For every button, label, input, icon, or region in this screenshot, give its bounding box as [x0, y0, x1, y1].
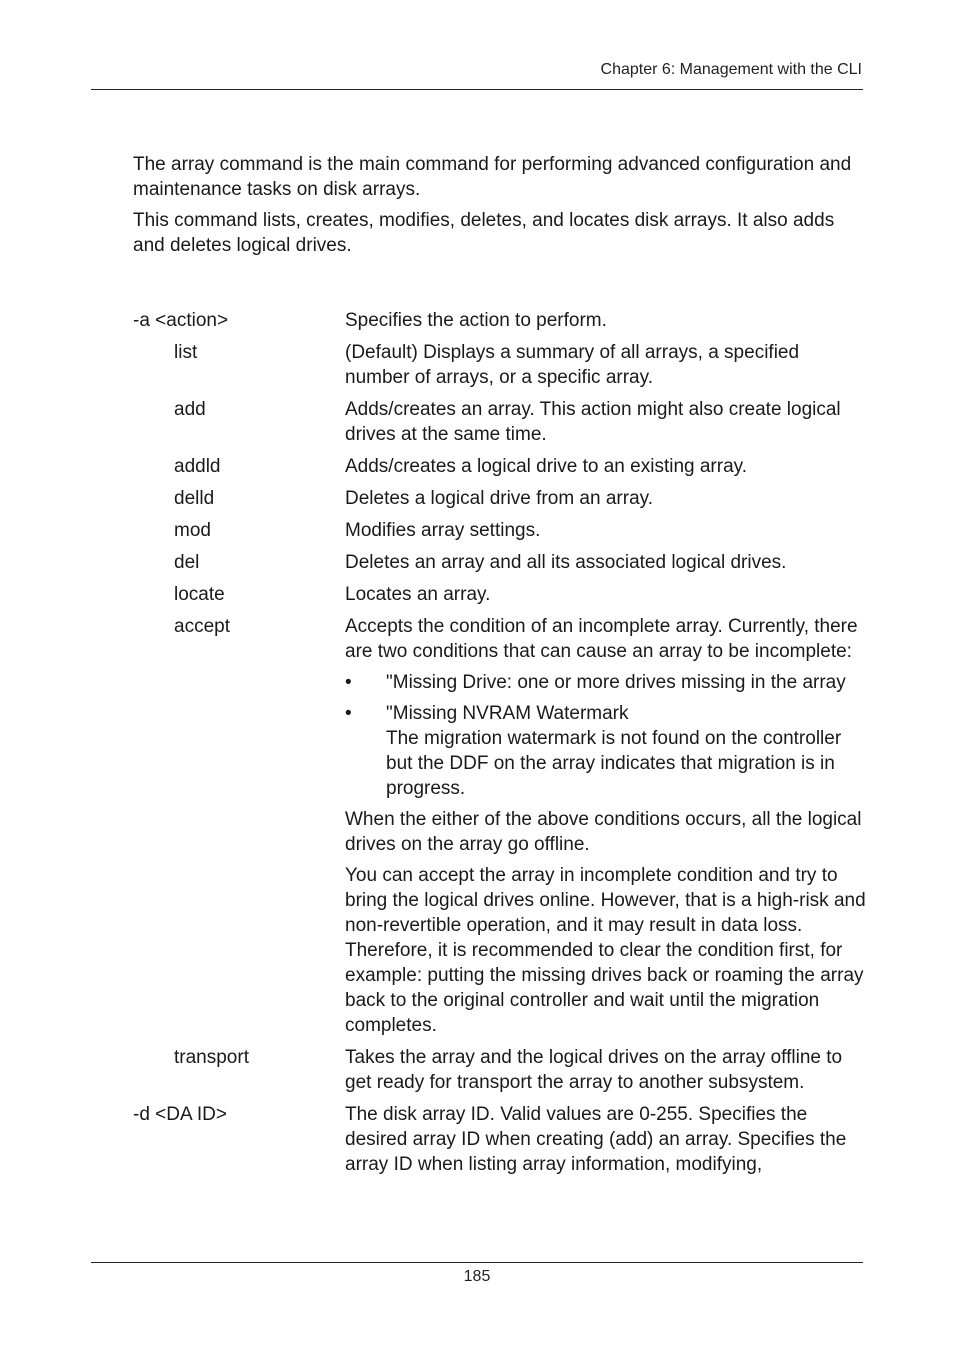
- accept-intro: Accepts the condition of an incomplete array. Currently, there are two conditions that can cause an array to be incomplete:: [345, 616, 858, 662]
- option-term: transport: [174, 1047, 249, 1068]
- running-header: Chapter 6: Management with the CLI: [600, 61, 862, 78]
- option-row-add: [133, 397, 868, 447]
- option-desc: Deletes an array and all its associated logical drives.: [345, 552, 787, 573]
- option-term: addld: [174, 456, 221, 477]
- bullet-text: "Missing NVRAM Watermark: [386, 703, 629, 724]
- option-term: del: [174, 552, 200, 573]
- option-row-mod: [133, 518, 868, 543]
- option-row-list: [133, 340, 868, 390]
- option-term: -d <DA ID>: [133, 1104, 227, 1125]
- page-number: 185: [463, 1268, 491, 1285]
- intro-paragraph: This command lists, creates, modifies, deletes, and locates disk arrays. It also adds and deletes logical drives.: [133, 210, 835, 256]
- footer-rule: [91, 1262, 863, 1263]
- option-row-locate: [133, 582, 868, 607]
- option-term: list: [174, 342, 198, 363]
- option-term: accept: [174, 616, 230, 637]
- option-desc: Specifies the action to perform.: [345, 310, 607, 331]
- option-desc: Adds/creates an array. This action might also create logical drives at the same time.: [345, 399, 841, 445]
- accept-note: You can accept the array in incomplete condition and try to bring the logical drives online. However, that is a high-risk and non-revertible operation, and it may result in data loss. Therefore, it is recommended to clear the condition first, for example: putting the missing drives back or roaming the array back to the original controller and wait until the migration completes.: [345, 865, 866, 1036]
- options-table: [133, 308, 868, 1184]
- bullet-detail: The migration watermark is not found on the controller but the DDF on the array indicates that migration is in progress.: [386, 728, 842, 799]
- option-row-action: [133, 308, 868, 333]
- option-term: locate: [174, 584, 225, 605]
- incomplete-conditions-list: [345, 670, 868, 801]
- intro-section: [133, 152, 868, 264]
- bullet-icon: •: [345, 672, 352, 693]
- option-desc: [345, 614, 868, 1038]
- option-desc: Locates an array.: [345, 584, 491, 605]
- list-item: [345, 701, 868, 801]
- option-desc: Deletes a logical drive from an array.: [345, 488, 653, 509]
- option-term: delld: [174, 488, 215, 509]
- option-row-addld: [133, 454, 868, 479]
- option-desc: (Default) Displays a summary of all arrays, a specified number of arrays, or a specific array.: [345, 342, 800, 388]
- option-desc: The disk array ID. Valid values are 0-255. Specifies the desired array ID when creating (add) an array. Specifies the array ID when listing array information, modifying,: [345, 1104, 847, 1175]
- accept-note: When the either of the above conditions occurs, all the logical drives on the array go offline.: [345, 809, 862, 855]
- option-desc: Adds/creates a logical drive to an existing array.: [345, 456, 748, 477]
- option-row-da-id: [133, 1102, 868, 1177]
- option-desc: Modifies array settings.: [345, 520, 541, 541]
- option-term: mod: [174, 520, 211, 541]
- header-rule: [91, 89, 863, 90]
- option-row-accept: [133, 614, 868, 1038]
- option-row-delld: [133, 486, 868, 511]
- option-row-del: [133, 550, 868, 575]
- list-item: [345, 670, 868, 695]
- intro-paragraph: The array command is the main command for performing advanced configuration and maintenance tasks on disk arrays.: [133, 154, 852, 200]
- option-term: -a <action>: [133, 310, 229, 331]
- option-term: add: [174, 399, 206, 420]
- bullet-body: [386, 701, 868, 801]
- option-desc: Takes the array and the logical drives on the array offline to get ready for transport the array to another subsystem.: [345, 1047, 843, 1093]
- bullet-icon: •: [345, 703, 352, 724]
- option-row-transport: [133, 1045, 868, 1095]
- bullet-text: "Missing Drive: one or more drives missing in the array: [386, 672, 846, 693]
